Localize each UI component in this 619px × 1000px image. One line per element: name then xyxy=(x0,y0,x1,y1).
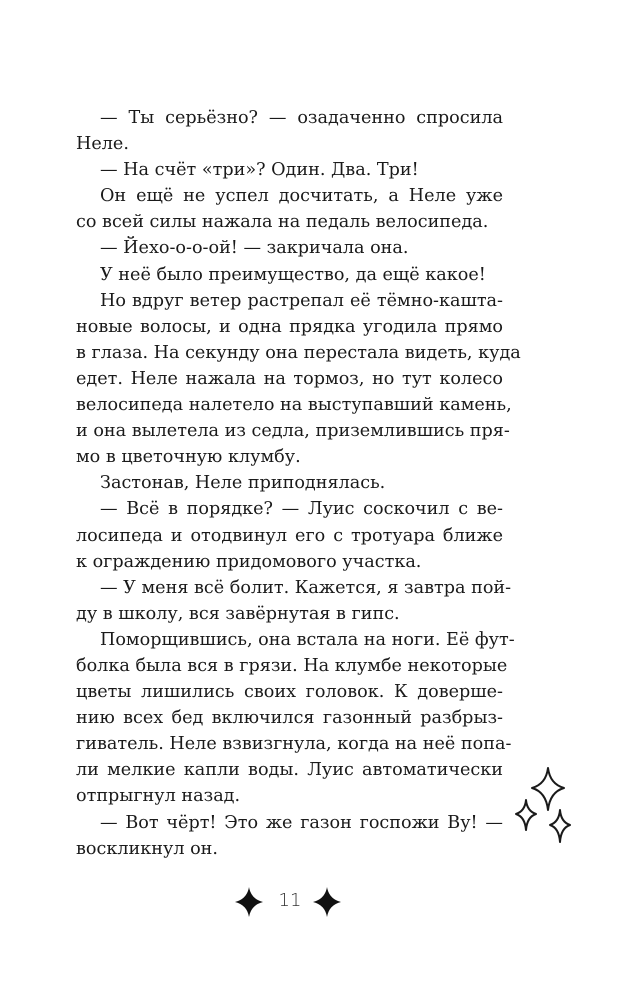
text-line: новые волосы, и одна прядка угодила прямо xyxy=(76,316,503,337)
text-line: отпрыгнул назад. xyxy=(76,786,241,807)
text-line: велосипеда налетело на выступавший камень, xyxy=(76,395,512,416)
text-line: воскликнул он. xyxy=(76,838,219,859)
text-line: Он ещё не успел досчитать, а Неле уже xyxy=(100,186,503,207)
sparkle-stars-icon xyxy=(512,764,574,848)
text-line: Но вдруг ветер растрепал её тёмно-кашта- xyxy=(100,290,503,311)
text-line: мо в цветочную клумбу. xyxy=(76,447,301,468)
text-line: Неле. xyxy=(76,134,129,155)
text-line: ли мелкие капли воды. Луис автоматически xyxy=(76,760,503,781)
body-text xyxy=(76,105,521,862)
text-line: — На счёт «три»? Один. Два. Три! xyxy=(100,160,419,181)
text-line: — Всё в порядке? — Луис соскочил с ве- xyxy=(100,499,503,520)
text-line: Застонав, Неле приподнялась. xyxy=(100,473,386,494)
text-line: к ограждению придомового участка. xyxy=(76,551,422,572)
text-line: гиватель. Неле взвизгнула, когда на неё попа- xyxy=(76,734,512,755)
text-line: У неё было преимущество, да ещё какое! xyxy=(100,264,486,285)
four-point-star-icon xyxy=(234,886,264,918)
text-line: — Вот чёрт! Это же газон госпожи Ву! — xyxy=(100,812,503,833)
page-number: 11 xyxy=(278,890,302,911)
text-line: и она вылетела из седла, приземлившись пря- xyxy=(76,421,510,442)
text-line: нию всех бед включился газонный разбрыз- xyxy=(76,708,503,729)
text-line: — Йехо-о-о-ой! — закричала она. xyxy=(100,238,409,259)
text-line: в глаза. На секунду она перестала видеть, куда xyxy=(76,342,521,363)
text-line: — Ты серьёзно? — озадаченно спросила xyxy=(100,108,503,128)
text-line: болка была вся в грязи. На клумбе некоторые xyxy=(76,655,508,676)
text-line: со всей силы нажала на педаль велосипеда. xyxy=(76,212,489,233)
text-line: едет. Неле нажала на тормоз, но тут колесо xyxy=(76,368,503,389)
text-line: ду в школу, вся завёрнутая в гипс. xyxy=(76,603,400,624)
text-line: цветы лишились своих головок. К доверше- xyxy=(76,682,503,703)
four-point-star-icon xyxy=(312,886,342,918)
text-line: — У меня всё болит. Кажется, я завтра пой- xyxy=(100,577,512,598)
page-footer xyxy=(0,880,619,924)
text-line: лосипеда и отодвинул его с тротуара ближе xyxy=(76,525,503,546)
text-line: Поморщившись, она встала на ноги. Её фут- xyxy=(100,629,515,650)
